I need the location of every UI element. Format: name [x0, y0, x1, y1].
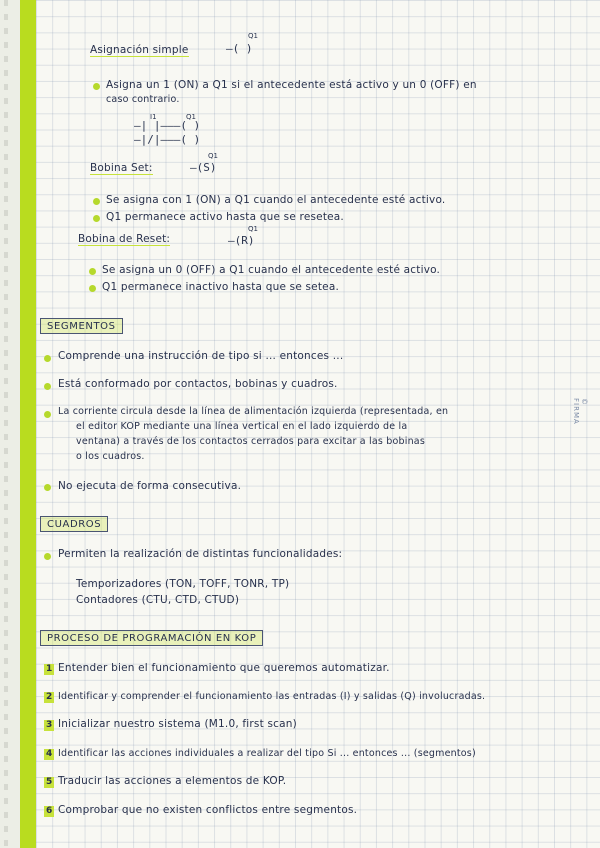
- reset-symbol-label: Q1: [248, 225, 258, 233]
- step-text: Identificar las acciones individuales a realizar del tipo Si ... entonces ... (segmentos): [58, 748, 476, 759]
- notebook-spiral: [0, 0, 20, 848]
- segmentos-bullet-1: Comprende una instrucción de tipo si ... entonces ...: [58, 350, 344, 362]
- step-number: 3: [46, 720, 53, 730]
- bullet-dot: [44, 411, 51, 418]
- asignacion-line2: caso contrario.: [106, 94, 180, 105]
- green-margin-band: [20, 0, 36, 848]
- asignacion-heading: Asignación simple: [90, 44, 189, 56]
- step-text: Comprobar que no existen conflictos entre segmentos.: [58, 804, 358, 816]
- segmentos-long-line-1: La corriente circula desde la línea de alimentación izquierda (representada, en: [58, 406, 449, 417]
- segmentos-long-line-4: o los cuadros.: [76, 451, 145, 462]
- proceso-title: PROCESO DE PROGRAMACIÓN EN KOP: [40, 630, 263, 646]
- set-symbol-label: Q1: [208, 152, 218, 160]
- bullet-dot: [44, 355, 51, 362]
- bullet-dot: [89, 285, 96, 292]
- cuadros-title: CUADROS: [40, 516, 108, 532]
- step-text: Identificar y comprender el funcionamiento las entradas (I) y salidas (Q) involucradas.: [58, 691, 486, 702]
- set-bullet-1: Se asigna con 1 (ON) a Q1 cuando el antecedente esté activo.: [106, 194, 446, 206]
- ladder-contact-closed: —|/|———( ): [134, 133, 201, 146]
- segmentos-title: SEGMENTOS: [40, 318, 123, 334]
- step-number: 5: [46, 777, 53, 787]
- step-number: 1: [46, 664, 53, 674]
- reset-heading: Bobina de Reset:: [78, 233, 171, 245]
- bullet-dot: [44, 553, 51, 560]
- asignacion-coil-symbol: —( ): [226, 42, 253, 55]
- bullet-dot: [89, 268, 96, 275]
- segmentos-last-bullet: No ejecuta de forma consecutiva.: [58, 480, 242, 492]
- segmentos-long-line-3: ventana) a través de los contactos cerrados para excitar a las bobinas: [76, 436, 425, 447]
- cuadros-item-1: Temporizadores (TON, TOFF, TONR, TP): [76, 578, 290, 590]
- set-bullet-2: Q1 permanece activo hasta que se resetea.: [106, 211, 344, 223]
- reset-coil-symbol: —(R): [228, 234, 255, 247]
- bullet-dot: [44, 383, 51, 390]
- set-coil-symbol: —(S): [190, 161, 217, 174]
- bullet-dot: [93, 215, 100, 222]
- asignacion-symbol-label: Q1: [248, 32, 258, 40]
- set-heading: Bobina Set:: [90, 162, 153, 174]
- bullet-dot: [93, 83, 100, 90]
- step-number: 2: [46, 692, 53, 702]
- step-text: Traducir las acciones a elementos de KOP.: [58, 775, 287, 787]
- reset-bullet-1: Se asigna un 0 (OFF) a Q1 cuando el antecedente esté activo.: [102, 264, 441, 276]
- segmentos-long-line-2: el editor KOP mediante una línea vertical en el lado izquierdo de la: [76, 421, 408, 432]
- margin-stamp: © FIRMA: [572, 398, 588, 425]
- step-text: Inicializar nuestro sistema (M1.0, first scan): [58, 718, 297, 730]
- step-text: Entender bien el funcionamiento que queremos automatizar.: [58, 662, 390, 674]
- step-number: 6: [46, 806, 53, 816]
- diagram-label-i1: I1: [150, 113, 157, 121]
- bullet-dot: [93, 198, 100, 205]
- segmentos-bullet-2: Está conformado por contactos, bobinas y cuadros.: [58, 378, 338, 390]
- ladder-contact-open: —| |———( ): [134, 119, 201, 132]
- cuadros-intro: Permiten la realización de distintas funcionalidades:: [58, 548, 343, 560]
- step-number: 4: [46, 749, 53, 759]
- diagram-label-q1: Q1: [186, 113, 196, 121]
- bullet-dot: [44, 484, 51, 491]
- cuadros-item-2: Contadores (CTU, CTD, CTUD): [76, 594, 240, 606]
- asignacion-line1: Asigna un 1 (ON) a Q1 si el antecedente está activo y un 0 (OFF) en: [106, 79, 477, 91]
- reset-bullet-2: Q1 permanece inactivo hasta que se setea.: [102, 281, 339, 293]
